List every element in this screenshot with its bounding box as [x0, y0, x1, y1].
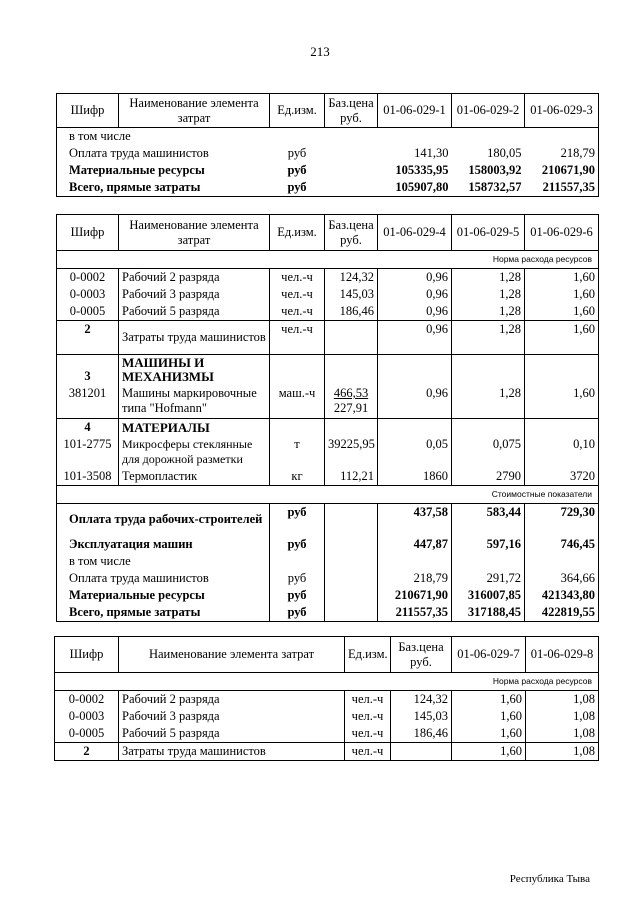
section-code: 3	[57, 355, 119, 385]
row-code: 0-0005	[55, 725, 119, 743]
row-value: 1860	[378, 468, 452, 486]
row-value: 1,60	[452, 691, 526, 709]
row-name: Эксплуатация машин	[57, 536, 270, 553]
table-header-row	[55, 637, 599, 673]
row-name: Рабочий 5 разряда	[119, 303, 270, 321]
table-row	[57, 179, 599, 197]
row-price: 39225,95	[325, 436, 378, 468]
norm-label: Норма расхода ресурсов	[57, 251, 599, 269]
row-name: Рабочий 3 разряда	[119, 286, 270, 303]
row-value: 2790	[452, 468, 525, 486]
row-value: 211557,35	[378, 604, 452, 622]
cost-label: Стоимостные показатели	[57, 486, 599, 504]
row-unit: руб	[270, 587, 325, 604]
header-name: Наименование элемента затрат	[119, 637, 345, 673]
page-number: 213	[310, 44, 330, 59]
table-row	[57, 436, 599, 468]
row-value: 447,87	[378, 536, 452, 553]
row-code: 0-0003	[57, 286, 119, 303]
row-unit: маш.-ч	[270, 385, 325, 419]
header-unit: Ед.изм.	[345, 637, 391, 673]
row-value: 1,60	[525, 321, 599, 355]
header-unit: Ед.изм.	[270, 94, 325, 128]
row-name: Всего, прямые затраты	[57, 604, 270, 622]
row-unit: руб	[287, 146, 307, 160]
cost-table-1	[56, 93, 599, 197]
row-name: Рабочий 5 разряда	[119, 725, 345, 743]
norm-label: Норма расхода ресурсов	[55, 673, 599, 691]
row-name: Оплата труда машинистов	[57, 570, 270, 587]
header-code: Шифр	[57, 94, 119, 128]
price-primary: 466,53	[333, 386, 369, 401]
row-value: 210671,90	[378, 587, 452, 604]
price-secondary: 227,91	[333, 401, 369, 416]
row-unit: чел.-ч	[270, 269, 325, 287]
row-name: Материальные ресурсы	[69, 163, 205, 177]
table-row	[57, 536, 599, 553]
row-value: 158003,92	[468, 163, 522, 177]
row-unit: т	[270, 436, 325, 468]
cost-table-2	[56, 214, 599, 622]
row-code: 2	[55, 743, 119, 761]
header-col-3: 01-06-029-6	[525, 215, 599, 251]
row-unit: руб	[287, 180, 307, 194]
row-unit: чел.-ч	[345, 725, 391, 743]
row-unit: чел.-ч	[270, 303, 325, 321]
row-value: 3720	[525, 468, 599, 486]
row-value: 218,79	[525, 145, 599, 162]
table-row	[57, 587, 599, 604]
row-unit: кг	[270, 468, 325, 486]
table-row	[57, 303, 599, 321]
row-unit: руб	[270, 570, 325, 587]
row-value: 1,08	[526, 743, 599, 761]
section-title: МАШИНЫ И МЕХАНИЗМЫ	[119, 355, 270, 385]
row-value: 211557,35	[525, 179, 599, 197]
header-base-price: Баз.цена руб.	[391, 637, 452, 673]
row-unit: руб	[287, 163, 307, 177]
row-value: 291,72	[452, 570, 525, 587]
table-row	[57, 269, 599, 287]
row-name: Оплата труда рабочих-строителей	[57, 504, 270, 536]
row-value: 1,28	[452, 286, 525, 303]
row-value: 210671,90	[525, 162, 599, 179]
table-row	[55, 708, 599, 725]
row-name: Рабочий 2 разряда	[119, 691, 345, 709]
header-unit: Ед.изм.	[270, 215, 325, 251]
row-value: 317188,45	[452, 604, 525, 622]
row-price: 186,46	[391, 725, 452, 743]
row-name: Термопластик	[119, 468, 270, 486]
table-row	[57, 553, 599, 570]
header-col-3: 01-06-029-3	[525, 94, 599, 128]
row-value: 421343,80	[525, 587, 599, 604]
header-col-1: 01-06-029-1	[378, 94, 452, 128]
table-row	[57, 570, 599, 587]
row-value: 1,08	[526, 708, 599, 725]
table-row	[57, 385, 599, 419]
header-col-1: 01-06-029-7	[452, 637, 526, 673]
row-value: 1,08	[526, 725, 599, 743]
row-unit: чел.-ч	[345, 743, 391, 761]
header-col-2: 01-06-029-8	[526, 637, 599, 673]
table-row	[57, 162, 599, 179]
row-price: 145,03	[325, 286, 378, 303]
section-code: 4	[57, 419, 119, 437]
section-row	[57, 355, 599, 385]
table-row	[57, 321, 599, 355]
row-price: 112,21	[325, 468, 378, 486]
table-row	[57, 145, 599, 162]
row-value: 1,60	[525, 385, 599, 419]
row-unit: руб	[270, 604, 325, 622]
table-row	[57, 604, 599, 622]
row-code: 381201	[57, 385, 119, 419]
row-name: Рабочий 2 разряда	[119, 269, 270, 287]
row-code: 0-0005	[57, 303, 119, 321]
norm-label-row	[57, 251, 599, 269]
row-value: 0,96	[378, 303, 452, 321]
row-code: 0-0002	[55, 691, 119, 709]
row-value: 1,28	[452, 303, 525, 321]
row-unit: чел.-ч	[270, 286, 325, 303]
table-row	[57, 504, 599, 536]
header-col-1: 01-06-029-4	[378, 215, 452, 251]
row-unit: руб	[270, 536, 325, 553]
header-code: Шифр	[55, 637, 119, 673]
table-row	[55, 743, 599, 761]
row-value: 1,60	[452, 708, 526, 725]
table-row	[55, 725, 599, 743]
row-unit: чел.-ч	[345, 708, 391, 725]
row-name: Рабочий 3 разряда	[119, 708, 345, 725]
row-value: 1,60	[452, 743, 526, 761]
table-header-row	[57, 215, 599, 251]
table-row	[57, 128, 599, 146]
row-value: 0,96	[378, 286, 452, 303]
row-price: 124,32	[391, 691, 452, 709]
table-row	[57, 286, 599, 303]
in-total-label: в том числе	[57, 553, 270, 570]
row-value: 437,58	[378, 504, 452, 536]
row-value: 364,66	[525, 570, 599, 587]
row-name: Машины маркировочные типа "Hofmann"	[119, 385, 270, 419]
row-unit: руб	[270, 504, 325, 536]
row-value: 0,96	[378, 385, 452, 419]
row-value: 422819,55	[525, 604, 599, 622]
section-row	[57, 419, 599, 437]
row-name: Затраты труда машинистов	[119, 321, 270, 355]
in-total-label: в том числе	[69, 129, 131, 143]
row-price: 124,32	[325, 269, 378, 287]
header-base-price: Баз.цена руб.	[325, 94, 378, 128]
row-value: 597,16	[452, 536, 525, 553]
header-col-2: 01-06-029-5	[452, 215, 525, 251]
row-value: 1,60	[525, 269, 599, 287]
row-value: 1,08	[526, 691, 599, 709]
footer-region: Республика Тыва	[509, 873, 590, 885]
row-name: Затраты труда машинистов	[119, 743, 345, 761]
row-code: 0-0002	[57, 269, 119, 287]
row-code: 101-3508	[57, 468, 119, 486]
row-value: 1,28	[452, 269, 525, 287]
row-value: 0,96	[378, 321, 452, 355]
row-value: 158732,57	[468, 180, 522, 194]
table-header-row	[57, 94, 599, 128]
row-value: 0,96	[378, 269, 452, 287]
row-value: 180,05	[487, 146, 522, 160]
row-name: Оплата труда машинистов	[69, 146, 209, 160]
row-value: 1,60	[452, 725, 526, 743]
row-value: 141,30	[414, 146, 449, 160]
header-code: Шифр	[57, 215, 119, 251]
row-value: 105907,80	[395, 180, 449, 194]
row-value: 746,45	[525, 536, 599, 553]
cost-label-row	[57, 486, 599, 504]
row-value: 1,60	[525, 303, 599, 321]
row-price: 186,46	[325, 303, 378, 321]
row-code: 0-0003	[55, 708, 119, 725]
row-value: 218,79	[378, 570, 452, 587]
row-value: 105335,95	[395, 163, 449, 177]
header-name: Наименование элемента затрат	[119, 94, 270, 128]
row-value: 1,28	[452, 321, 525, 355]
row-value: 0,10	[525, 436, 599, 468]
row-name: Микросферы стеклянные для дорожной разметки	[119, 436, 270, 468]
cost-table-3	[54, 636, 599, 761]
row-name: Всего, прямые затраты	[69, 180, 201, 194]
header-base-price: Баз.цена руб.	[325, 215, 378, 251]
row-value: 0,075	[452, 436, 525, 468]
header-name: Наименование элемента затрат	[119, 215, 270, 251]
row-value: 729,30	[525, 504, 599, 536]
row-code: 101-2775	[57, 436, 119, 468]
table-row	[57, 468, 599, 486]
row-code: 2	[57, 321, 119, 355]
row-value: 1,28	[452, 385, 525, 419]
table-row	[55, 691, 599, 709]
norm-label-row	[55, 673, 599, 691]
row-unit: чел.-ч	[345, 691, 391, 709]
row-value: 583,44	[452, 504, 525, 536]
row-price	[325, 385, 378, 419]
row-name: Материальные ресурсы	[57, 587, 270, 604]
row-value: 316007,85	[452, 587, 525, 604]
row-price: 145,03	[391, 708, 452, 725]
row-value: 1,60	[525, 286, 599, 303]
row-unit: чел.-ч	[270, 321, 325, 355]
header-col-2: 01-06-029-2	[452, 94, 525, 128]
section-title: МАТЕРИАЛЫ	[119, 419, 270, 437]
row-value: 0,05	[378, 436, 452, 468]
